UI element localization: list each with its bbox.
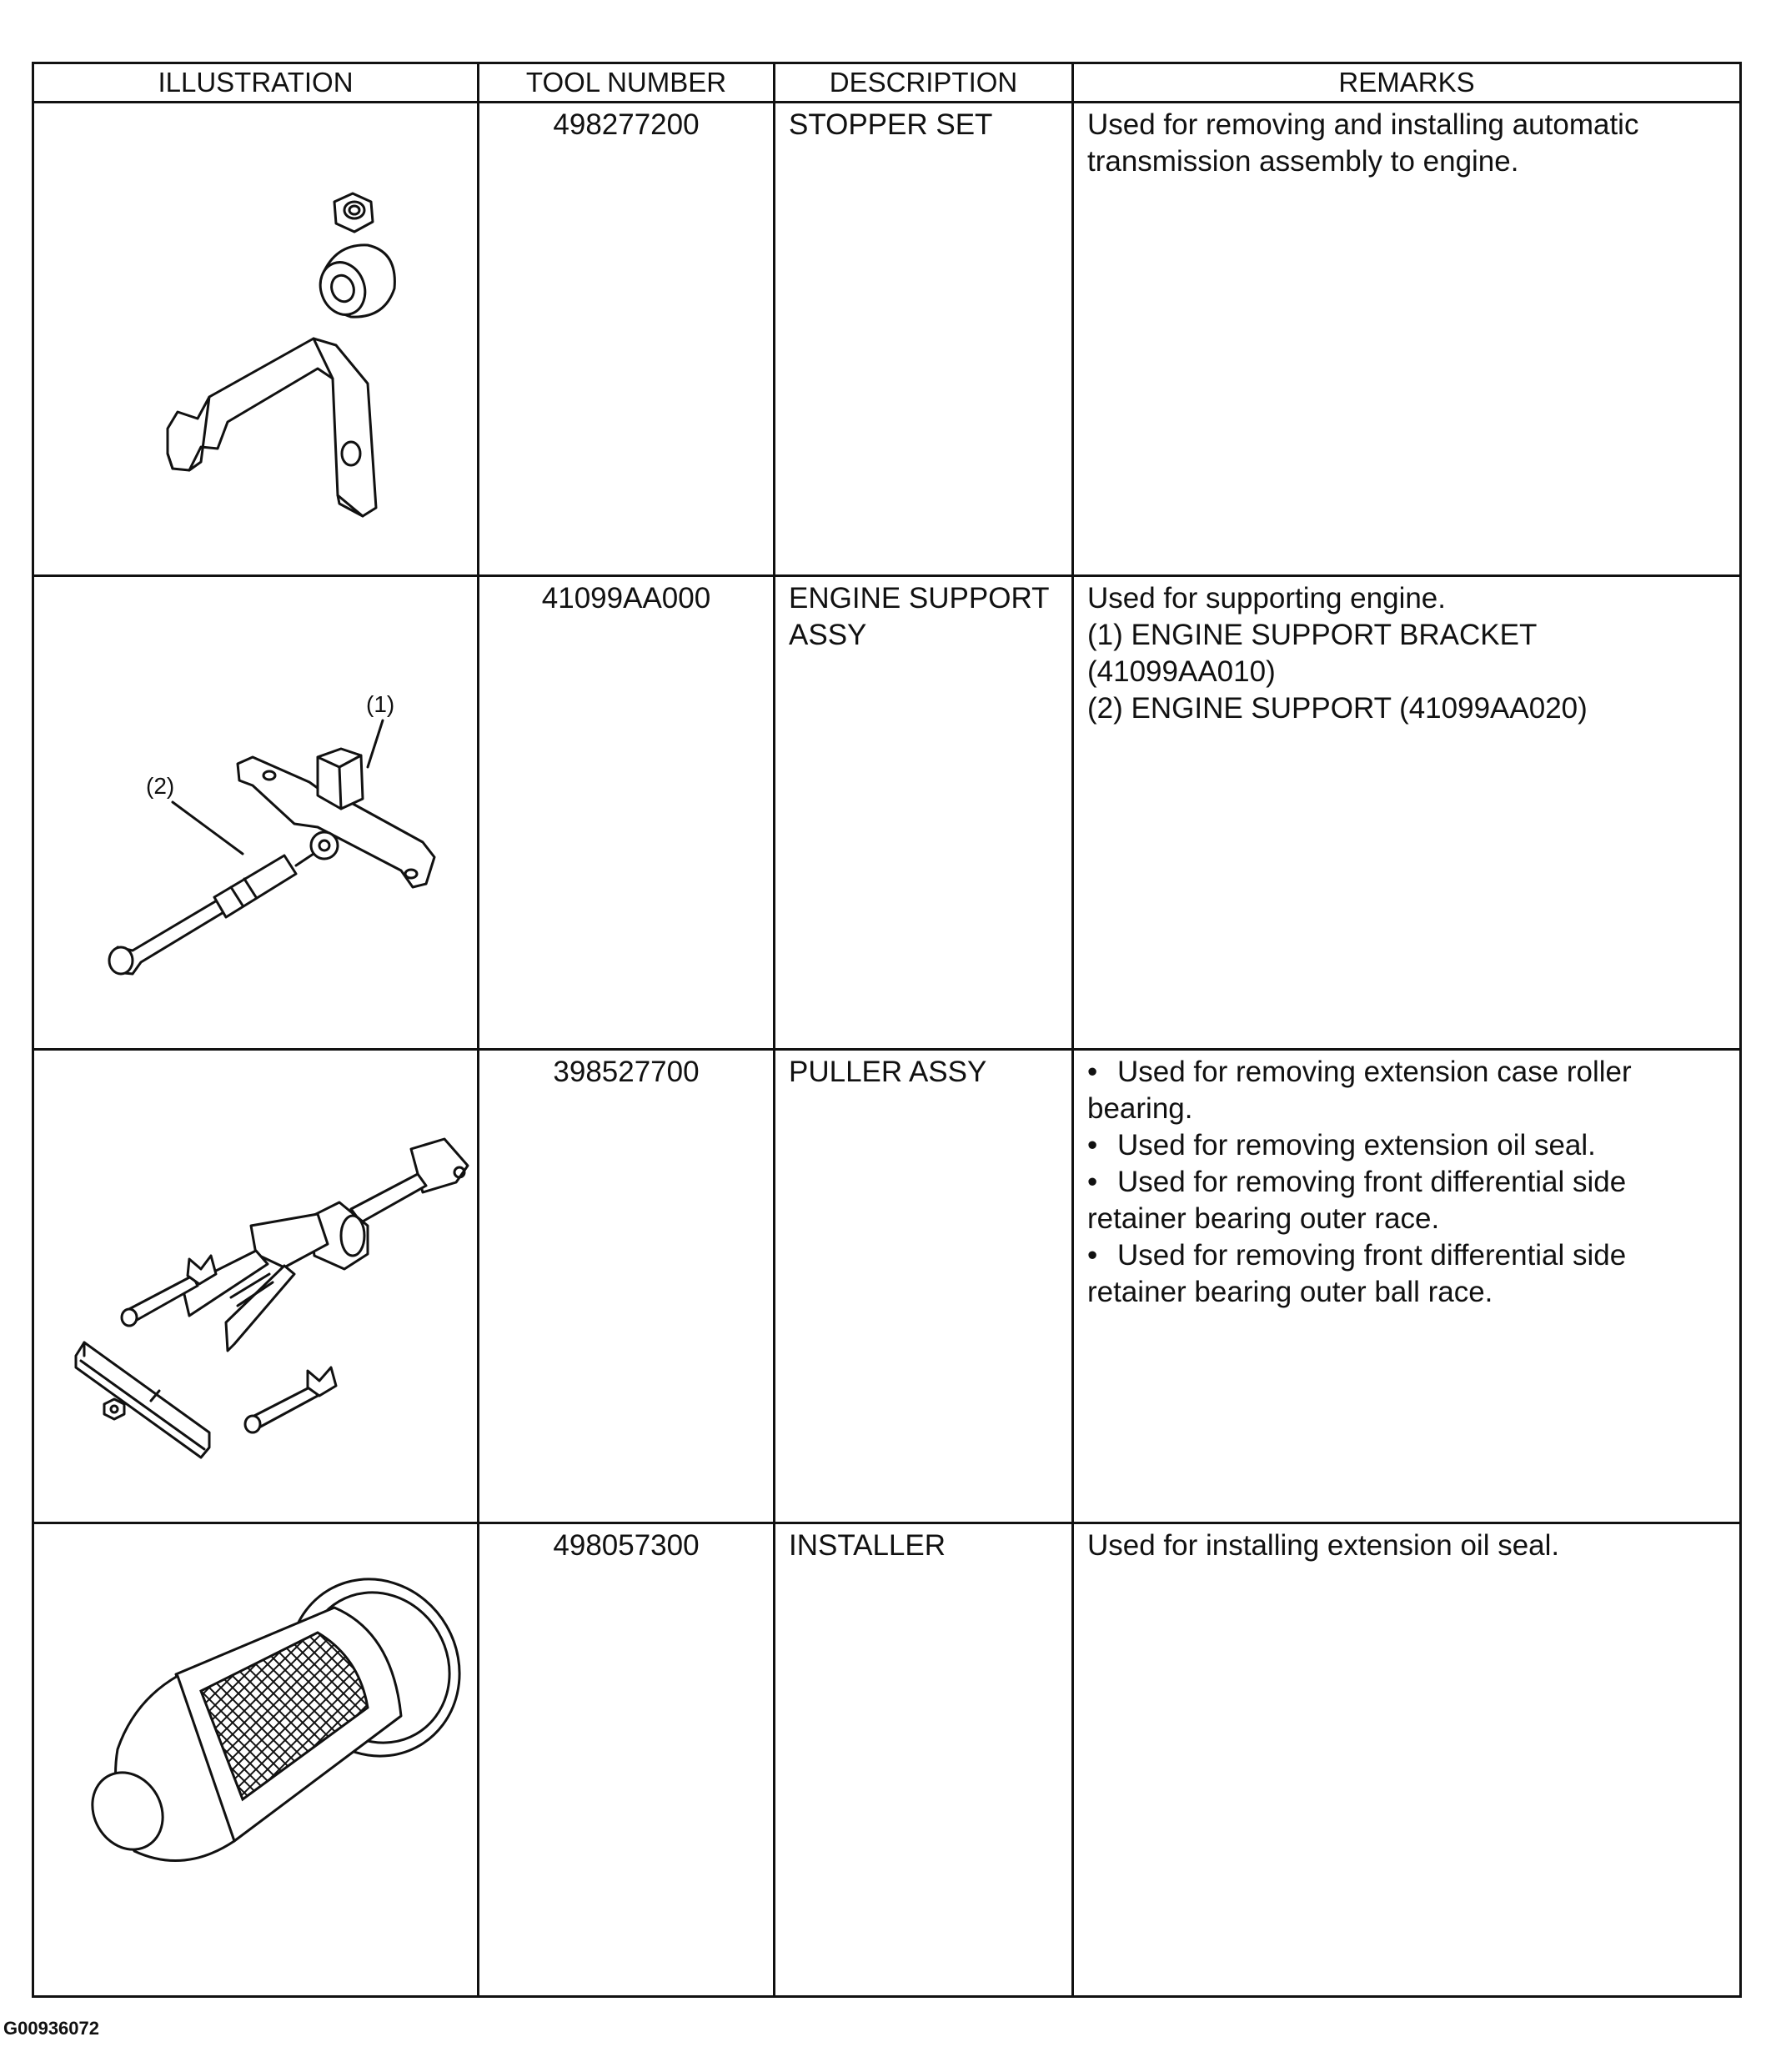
remark-text: Used for removing extension case roller bearing. [1087,1056,1632,1125]
remark-line: Used for supporting engine. [1087,582,1446,615]
header-illustration: ILLUSTRATION [33,63,479,103]
tool-number: 498277200 [479,103,775,576]
remark-text: Used for removing front differential side retainer bearing outer race. [1087,1166,1627,1235]
bullet-symbol: • [1087,1129,1098,1161]
table-row [33,1523,1741,1997]
header-row [33,63,1741,103]
tool-description: STOPPER SET [775,103,1073,576]
list-item [1087,1237,1726,1311]
slide-hammer-icon [309,1139,468,1269]
remark-text: Used for removing front differential side retainer bearing outer ball race. [1087,1239,1627,1308]
list-item [1087,1127,1726,1164]
tool-remarks [1073,576,1741,1050]
wing-bolt-icon [245,1367,336,1432]
callout-2: (2) [146,773,175,799]
installer-icon [78,1548,479,1862]
callout-1: (1) [366,691,395,717]
table-row [33,1050,1741,1523]
remark-line: (1) ENGINE SUPPORT BRACKET (41099AA010) [1087,619,1537,688]
tool-description: PULLER ASSY [775,1050,1073,1523]
illustration-cell [33,1523,479,1997]
engine-support-rod-icon [109,832,338,974]
remark-line: (2) ENGINE SUPPORT (41099AA020) [1087,692,1588,725]
illustration-cell [33,1050,479,1523]
remark-line: Used for installing extension oil seal. [1087,1529,1560,1562]
installer-drawing [34,1524,479,1992]
bullet-symbol: • [1087,1166,1098,1198]
special-tools-table [32,62,1742,1998]
bullet-symbol: • [1087,1056,1098,1088]
header-tool-number: TOOL NUMBER [479,63,775,103]
tool-number: 498057300 [479,1523,775,1997]
header-description: DESCRIPTION [775,63,1073,103]
tool-remarks [1073,1050,1741,1523]
list-item [1087,1054,1726,1127]
illustration-cell [33,576,479,1050]
table-row [33,103,1741,576]
puller-assy-drawing [34,1051,479,1518]
collar-icon [314,245,395,321]
tool-remarks [1073,1523,1741,1997]
tool-description: ENGINE SUPPORT ASSY [775,576,1073,1050]
small-nut-icon [104,1399,124,1419]
illustration-cell [33,103,479,576]
tool-number: 398527700 [479,1050,775,1523]
puller-bar-icon [76,1342,209,1457]
remark-text: Used for removing extension oil seal. [1117,1129,1596,1161]
tool-description: INSTALLER [775,1523,1073,1997]
list-item [1087,1164,1726,1237]
stopper-bracket-icon [168,339,376,516]
table-row [33,576,1741,1050]
header-remarks: REMARKS [1073,63,1741,103]
tool-remarks [1073,103,1741,576]
tool-number: 41099AA000 [479,576,775,1050]
remark-list [1087,1054,1726,1311]
stopper-set-drawing [34,103,479,571]
figure-code: G00936072 [3,2018,99,2039]
bullet-symbol: • [1087,1239,1098,1272]
remark-line: Used for removing and installing automatic transmission assembly to engine. [1087,108,1639,178]
engine-support-drawing [34,577,479,1045]
hex-nut-icon [334,193,373,232]
